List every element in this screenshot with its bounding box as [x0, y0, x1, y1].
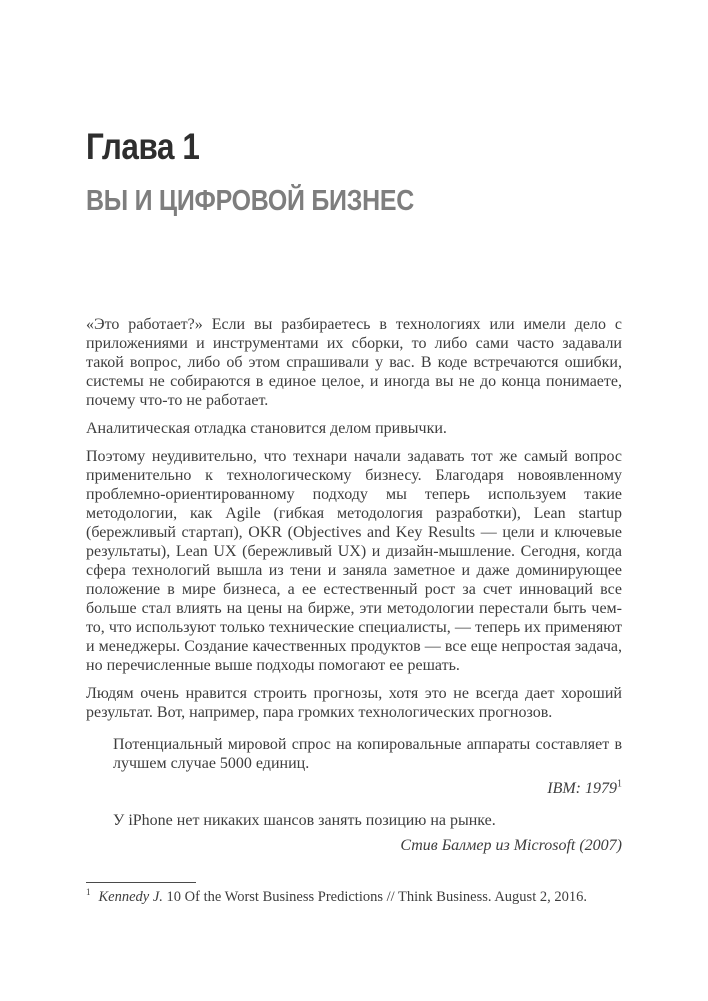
footnote-text: 10 Of the Worst Business Predictions // Think Business. August 2, 2016.	[162, 889, 587, 905]
quote-attribution-source: Стив Балмер из Microsoft (2007)	[400, 837, 622, 854]
quote-text: У iPhone нет никаких шансов занять позицию на рынке.	[113, 812, 496, 829]
footnote-author: Kennedy J.	[98, 889, 163, 905]
footnote	[86, 888, 622, 907]
chapter-header	[86, 126, 622, 218]
chapter-title-heading: ВЫ И ЦИФРОВОЙ БИЗНЕС	[86, 185, 414, 217]
paragraph: Аналитическая отладка становится делом привычки.	[86, 420, 447, 437]
footnote-reference: 1	[617, 778, 622, 790]
paragraph: Поэтому неудивительно, что технари начали задавать тот же самый вопрос применительно к технологическому бизнесу. Благодаря новоявленному проблемно-ориентированному подходу мы теперь используем такие методологии, как Agile (гибкая методология разработки), Lean startup (бережливый стартап), OKR (Objectives and Key Results — цели и ключевые результаты), Lean UX (бережливый UX) и дизайн-мышление. Сегодня, когда сфера технологий вышла из тени и заняла заметное и даже доминирующее положение в мире бизнеса, а ее естественный рост за счет инноваций все больше стал влиять на цены на бирже, эти методологии перестали быть чем-то, что используют только технические специалисты, — теперь их применяют и менеджеры. Создание качественных продуктов — все еще непростая задача, но перечисленные выше подходы помогают ее решать.	[86, 448, 622, 674]
footnote-divider	[86, 882, 196, 883]
chapter-number-heading: Глава 1	[86, 126, 200, 167]
quote-attribution	[113, 779, 622, 798]
quote-block	[113, 811, 622, 855]
footnote-marker: 1	[86, 887, 91, 898]
quote-text: Потенциальный мировой спрос на копировальные аппараты составляет в лучшем случае 5000 единиц.	[113, 736, 622, 772]
paragraph: Людям очень нравится строить прогнозы, хотя это не всегда дает хороший результат. Вот, например, пара громких технологических прогнозов.	[86, 685, 622, 721]
body-text-block	[86, 315, 622, 868]
quote-attribution	[113, 836, 622, 855]
quote-attribution-source: IBM: 1979	[547, 780, 617, 797]
quote-block	[113, 735, 622, 798]
footnote-area	[86, 882, 622, 907]
paragraph: «Это работает?» Если вы разбираетесь в технологиях или имели дело с приложениями и инструментами их сборки, то либо сами часто задавали такой вопрос, либо об этом спрашивали у вас. В коде встречаются ошибки, системы не собираются в единое целое, и иногда вы не до конца понимаете, почему что-то не работает.	[86, 316, 622, 409]
